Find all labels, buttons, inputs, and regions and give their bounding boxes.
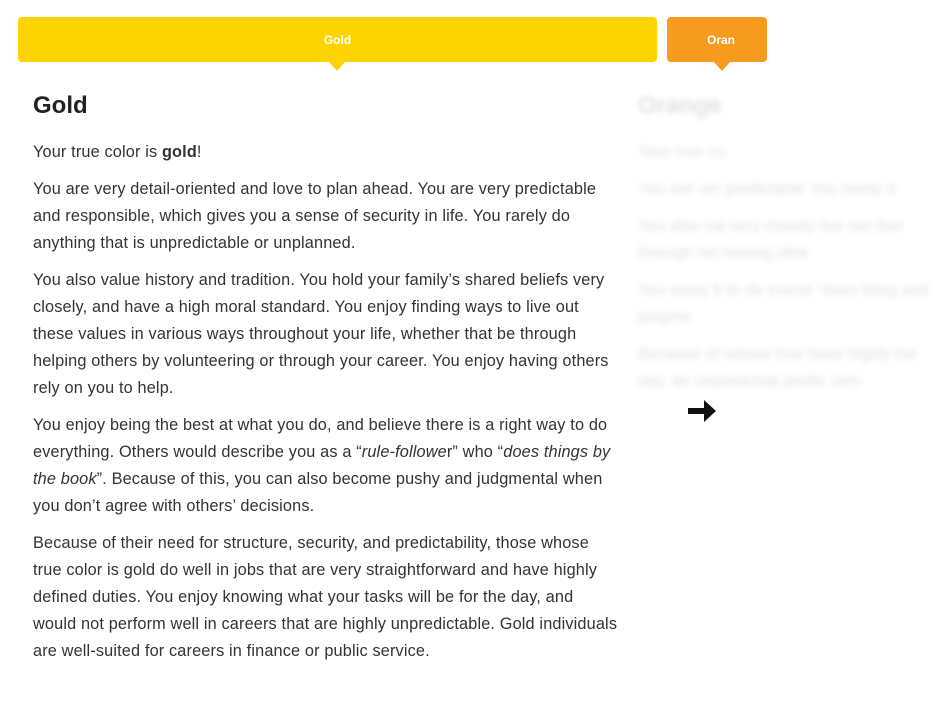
tab-gold-pointer: [329, 62, 345, 71]
gold-result-panel: [33, 90, 618, 675]
tab-orange-label: Oran: [707, 32, 736, 47]
tab-gold[interactable]: [18, 17, 657, 62]
arrow-right-icon: [686, 396, 718, 426]
preview-paragraph-3: You also val very closely live out ther through hel having othe: [638, 217, 904, 262]
preview-paragraph-5: Because of whose true have highly the day, an unpredictab public serv: [638, 345, 918, 390]
preview-paragraph-1: Your true co: [638, 143, 726, 161]
preview-paragraph-2: You are ver predictable You rarely d: [638, 180, 896, 198]
tab-orange[interactable]: [667, 17, 767, 62]
result-paragraph-1: You are very detail-oriented and love to plan ahead. You are very predictable and responsible, which gives you a sense of security in life. You rarely do anything that is unpredictable or unplanned.: [33, 180, 597, 252]
result-paragraph-3: You enjoy being the best at what you do, and believe there is a right way to do everything. Others would describe you as a “rule-follower” who “does things by the book”. Because of this, you can also become pushy and judgmental when you don’t agree with others’ decisions.: [33, 416, 611, 515]
next-result-preview: [638, 90, 938, 405]
result-paragraph-4: Because of their need for structure, security, and predictability, those whose true color is gold do well in jobs that are very straightforward and have highly defined duties. You enjoy knowing what your tasks will be for the day, and would not perform well in careers that are highly unpredictable. Gold individuals are well-suited for careers in finance or public service.: [33, 534, 618, 660]
preview-title: Orange: [638, 92, 723, 119]
preview-paragraph-4: You enjoy b to do everyt “does thing and judgme: [638, 281, 929, 326]
result-paragraph-2: You also value history and tradition. You hold your family’s shared beliefs very closely, and have a high moral standard. You enjoy finding ways to live out these values in various ways throughout your life, whether that be through helping others by volunteering or through your career. You enjoy having others rely on you to help.: [33, 271, 609, 397]
tab-gold-label: Gold: [323, 32, 352, 47]
tab-orange-pointer: [714, 62, 730, 71]
result-intro: Your true color is gold!: [33, 143, 202, 161]
result-title: Gold: [33, 92, 88, 119]
next-slide-button[interactable]: [686, 396, 718, 426]
